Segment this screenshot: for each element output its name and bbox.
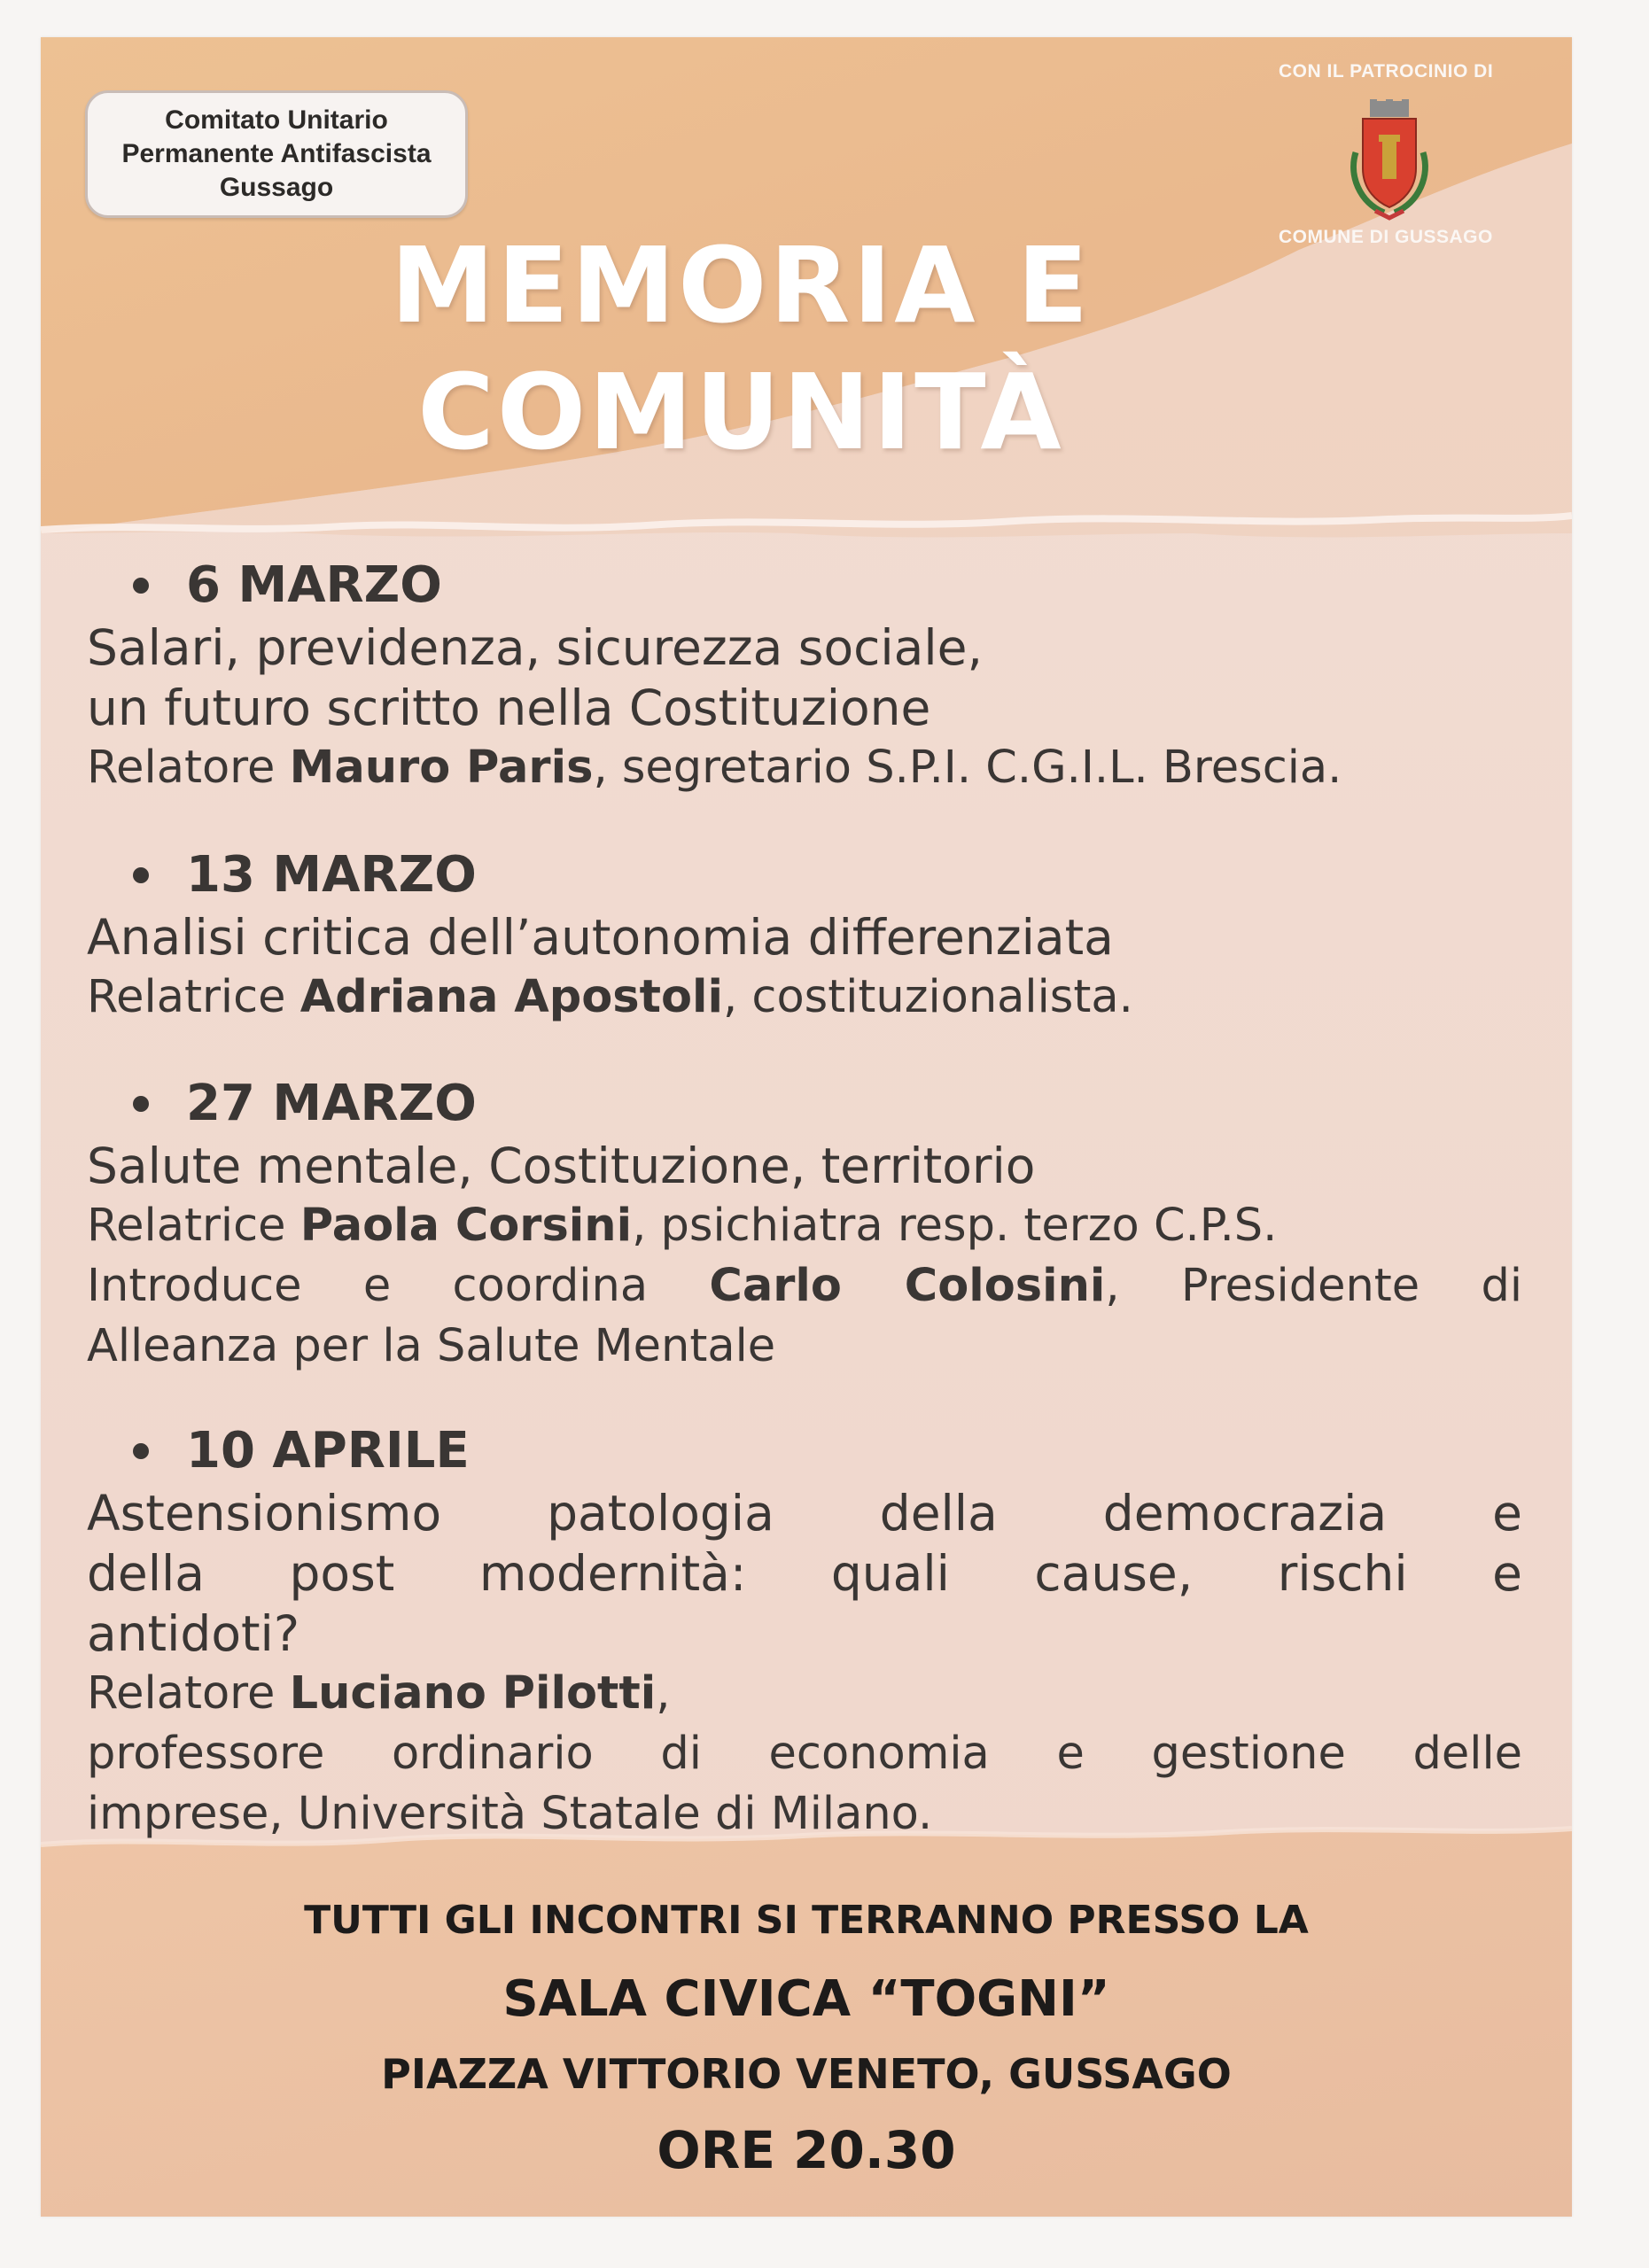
event-speaker: Relatrice Adriana Apostoli, costituzionalista. (87, 971, 1133, 1023)
main-title-line-1: MEMORIA E (390, 224, 1092, 346)
moderator-name: Carlo Colosini (709, 1260, 1106, 1312)
event-item (87, 554, 1522, 798)
venue-name: SALA CIVICA “TOGNI” (502, 1970, 1110, 2028)
event-date: 6 MARZO (133, 554, 1522, 617)
event-item (87, 1072, 1522, 1377)
event-date: 10 APRILE (133, 1419, 1522, 1483)
venue-intro: TUTTI GLI INCONTRI SI TERRANNO PRESSO LA (304, 1898, 1309, 1943)
bullet-icon (133, 867, 149, 883)
patronage-label: CON IL PATROCINIO DI (1279, 61, 1494, 82)
event-time: ORE 20.30 (657, 2120, 956, 2180)
venue-address: PIAZZA VITTORIO VENETO, GUSSAGO (381, 2050, 1232, 2098)
bullet-icon (133, 1096, 149, 1112)
event-speaker: Relatrice Paola Corsini, psichiatra resp. terzo C.P.S. (87, 1200, 1278, 1252)
event-topic: Salari, previdenza, sicurezza sociale, (87, 619, 983, 676)
bullet-icon (133, 578, 149, 594)
event-topic: Analisi critica dell’autonomia differenziata (87, 909, 1114, 966)
event-topic: un futuro scritto nella Costituzione (87, 680, 931, 736)
organizer-line: Permanente Antifascista (121, 139, 432, 168)
speaker-name: Adriana Apostoli (299, 971, 723, 1023)
patronage-municipality: COMUNE DI GUSSAGO (1279, 227, 1493, 247)
event-topic: Astensionismo patologia della democrazia e (87, 1485, 1522, 1542)
speaker-name: Luciano Pilotti (289, 1667, 657, 1720)
event-moderator: Introduce e coordina Carlo Colosini, Presidente di (87, 1260, 1522, 1312)
event-topic: della post modernità: quali cause, rischi e (87, 1545, 1522, 1602)
speaker-name: Mauro Paris (289, 742, 594, 794)
organizer-line: Comitato Unitario (165, 105, 388, 135)
event-item (87, 843, 1522, 1028)
bullet-icon (133, 1443, 149, 1459)
organizer-line: Gussago (219, 173, 334, 202)
flyer (41, 37, 1572, 2217)
event-topic: antidoti? (87, 1605, 300, 1662)
main-title-line-2: COMUNITÀ (417, 351, 1064, 473)
speaker-description: imprese, Università Statale di Milano. (87, 1788, 933, 1840)
municipal-crest-icon (1343, 99, 1435, 221)
event-item (87, 1419, 1522, 1845)
event-moderator-org: Alleanza per la Salute Mentale (87, 1320, 776, 1372)
speaker-description: professore ordinario di economia e gestione delle (87, 1728, 1522, 1780)
event-date: 27 MARZO (133, 1072, 1522, 1136)
event-topic: Salute mentale, Costituzione, territorio (87, 1138, 1036, 1194)
event-date: 13 MARZO (133, 843, 1522, 907)
event-speaker: Relatore Luciano Pilotti, (87, 1667, 671, 1720)
organizer-box (85, 90, 468, 218)
speaker-name: Paola Corsini (299, 1200, 633, 1252)
event-speaker: Relatore Mauro Paris, segretario S.P.I. C.G.I.L. Brescia. (87, 742, 1342, 794)
